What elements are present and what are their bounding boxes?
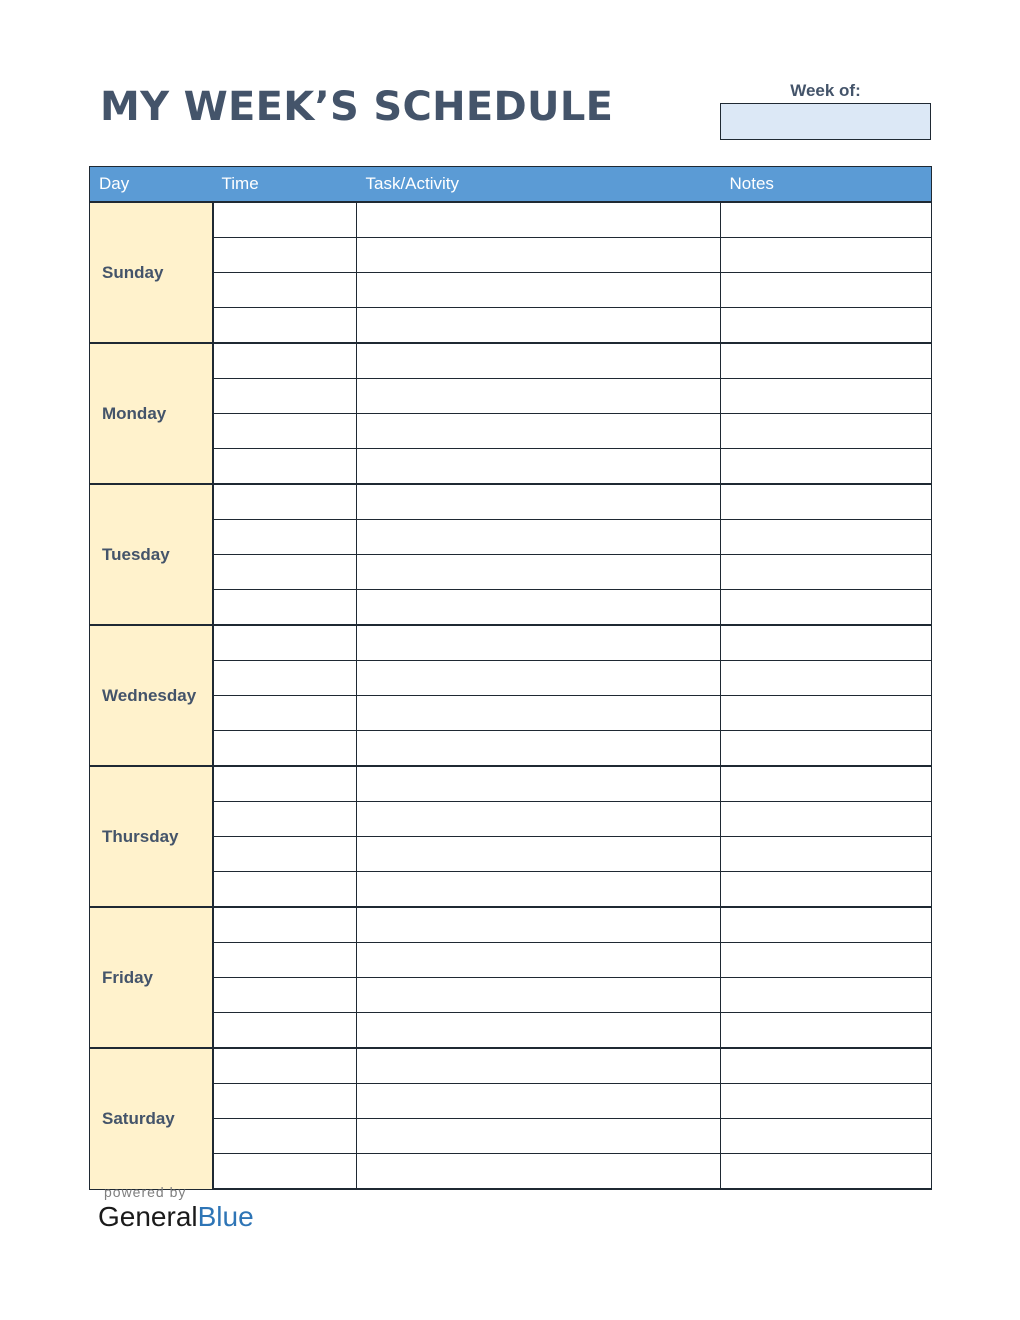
task-cell[interactable]	[357, 1119, 721, 1154]
notes-cell[interactable]	[721, 802, 932, 837]
task-cell[interactable]	[357, 1013, 721, 1049]
time-cell[interactable]	[213, 343, 357, 379]
task-cell[interactable]	[357, 484, 721, 520]
time-cell[interactable]	[213, 379, 357, 414]
time-cell[interactable]	[213, 766, 357, 802]
schedule-row-tuesday	[90, 590, 932, 626]
time-cell[interactable]	[213, 520, 357, 555]
time-cell[interactable]	[213, 273, 357, 308]
task-cell[interactable]	[357, 1084, 721, 1119]
notes-cell[interactable]	[721, 766, 932, 802]
notes-cell[interactable]	[721, 590, 932, 626]
notes-cell[interactable]	[721, 1119, 932, 1154]
task-cell[interactable]	[357, 766, 721, 802]
task-cell[interactable]	[357, 449, 721, 485]
time-cell[interactable]	[213, 555, 357, 590]
time-cell[interactable]	[213, 202, 357, 238]
column-header-notes: Notes	[721, 167, 932, 203]
time-cell[interactable]	[213, 625, 357, 661]
notes-cell[interactable]	[721, 1048, 932, 1084]
time-cell[interactable]	[213, 484, 357, 520]
task-cell[interactable]	[357, 238, 721, 273]
schedule-row-wednesday	[90, 661, 932, 696]
time-cell[interactable]	[213, 590, 357, 626]
schedule-row-monday	[90, 379, 932, 414]
notes-cell[interactable]	[721, 379, 932, 414]
schedule-row-saturday	[90, 1119, 932, 1154]
schedule-row-thursday	[90, 802, 932, 837]
notes-cell[interactable]	[721, 872, 932, 908]
task-cell[interactable]	[357, 661, 721, 696]
time-cell[interactable]	[213, 1154, 357, 1190]
schedule-table	[89, 166, 932, 1190]
notes-cell[interactable]	[721, 202, 932, 238]
task-cell[interactable]	[357, 379, 721, 414]
task-cell[interactable]	[357, 202, 721, 238]
task-cell[interactable]	[357, 696, 721, 731]
schedule-row-thursday	[90, 872, 932, 908]
task-cell[interactable]	[357, 590, 721, 626]
time-cell[interactable]	[213, 943, 357, 978]
task-cell[interactable]	[357, 1048, 721, 1084]
time-cell[interactable]	[213, 1119, 357, 1154]
task-cell[interactable]	[357, 273, 721, 308]
schedule-row-sunday	[90, 273, 932, 308]
task-cell[interactable]	[357, 555, 721, 590]
schedule-row-friday	[90, 1013, 932, 1049]
week-of-field[interactable]	[720, 103, 931, 140]
schedule-row-saturday	[90, 1154, 932, 1190]
day-label-monday: Monday	[90, 343, 213, 484]
schedule-row-thursday	[90, 837, 932, 872]
notes-cell[interactable]	[721, 484, 932, 520]
time-cell[interactable]	[213, 308, 357, 344]
day-label-thursday: Thursday	[90, 766, 213, 907]
schedule-row-tuesday	[90, 484, 932, 520]
schedule-row-monday	[90, 414, 932, 449]
column-header-task: Task/Activity	[357, 167, 721, 203]
schedule-header-row	[90, 167, 932, 203]
schedule-row-sunday	[90, 308, 932, 344]
task-cell[interactable]	[357, 978, 721, 1013]
notes-cell[interactable]	[721, 696, 932, 731]
notes-cell[interactable]	[721, 343, 932, 379]
schedule-row-sunday	[90, 202, 932, 238]
time-cell[interactable]	[213, 907, 357, 943]
brand-general: General	[98, 1201, 198, 1232]
time-cell[interactable]	[213, 978, 357, 1013]
task-cell[interactable]	[357, 414, 721, 449]
day-label-friday: Friday	[90, 907, 213, 1048]
task-cell[interactable]	[357, 1154, 721, 1190]
notes-cell[interactable]	[721, 907, 932, 943]
day-label-tuesday: Tuesday	[90, 484, 213, 625]
schedule-row-saturday	[90, 1048, 932, 1084]
brand-blue: Blue	[197, 1201, 254, 1232]
notes-cell[interactable]	[721, 1084, 932, 1119]
powered-by-text: powered by	[104, 1184, 187, 1200]
time-cell[interactable]	[213, 731, 357, 767]
notes-cell[interactable]	[721, 943, 932, 978]
notes-cell[interactable]	[721, 1013, 932, 1049]
task-cell[interactable]	[357, 907, 721, 943]
task-cell[interactable]	[357, 308, 721, 344]
notes-cell[interactable]	[721, 308, 932, 344]
task-cell[interactable]	[357, 872, 721, 908]
column-header-time: Time	[213, 167, 357, 203]
notes-cell[interactable]	[721, 661, 932, 696]
time-cell[interactable]	[213, 1084, 357, 1119]
schedule-row-monday	[90, 343, 932, 379]
time-cell[interactable]	[213, 661, 357, 696]
time-cell[interactable]	[213, 1013, 357, 1049]
time-cell[interactable]	[213, 696, 357, 731]
day-label-sunday: Sunday	[90, 202, 213, 343]
schedule-row-wednesday	[90, 625, 932, 661]
task-cell[interactable]	[357, 837, 721, 872]
task-cell[interactable]	[357, 343, 721, 379]
schedule-row-monday	[90, 449, 932, 485]
notes-cell[interactable]	[721, 731, 932, 767]
notes-cell[interactable]	[721, 238, 932, 273]
notes-cell[interactable]	[721, 449, 932, 485]
schedule-row-wednesday	[90, 731, 932, 767]
column-header-day: Day	[90, 167, 213, 203]
time-cell[interactable]	[213, 414, 357, 449]
task-cell[interactable]	[357, 802, 721, 837]
time-cell[interactable]	[213, 837, 357, 872]
task-cell[interactable]	[357, 625, 721, 661]
notes-cell[interactable]	[721, 978, 932, 1013]
time-cell[interactable]	[213, 449, 357, 485]
schedule-row-thursday	[90, 766, 932, 802]
day-label-saturday: Saturday	[90, 1048, 213, 1189]
day-label-wednesday: Wednesday	[90, 625, 213, 766]
notes-cell[interactable]	[721, 625, 932, 661]
schedule-row-wednesday	[90, 696, 932, 731]
schedule-row-friday	[90, 943, 932, 978]
notes-cell[interactable]	[721, 414, 932, 449]
task-cell[interactable]	[357, 731, 721, 767]
time-cell[interactable]	[213, 802, 357, 837]
schedule-body	[90, 202, 932, 1189]
schedule-row-sunday	[90, 238, 932, 273]
time-cell[interactable]	[213, 872, 357, 908]
notes-cell[interactable]	[721, 520, 932, 555]
page-title: MY WEEK’S SCHEDULE	[100, 84, 614, 130]
task-cell[interactable]	[357, 520, 721, 555]
notes-cell[interactable]	[721, 555, 932, 590]
task-cell[interactable]	[357, 943, 721, 978]
time-cell[interactable]	[213, 238, 357, 273]
notes-cell[interactable]	[721, 1154, 932, 1190]
schedule-row-tuesday	[90, 520, 932, 555]
generalblue-logo	[98, 1201, 254, 1233]
schedule-row-friday	[90, 978, 932, 1013]
schedule-row-tuesday	[90, 555, 932, 590]
schedule-row-saturday	[90, 1084, 932, 1119]
notes-cell[interactable]	[721, 837, 932, 872]
schedule-row-friday	[90, 907, 932, 943]
time-cell[interactable]	[213, 1048, 357, 1084]
notes-cell[interactable]	[721, 273, 932, 308]
week-of-label: Week of:	[790, 81, 861, 100]
